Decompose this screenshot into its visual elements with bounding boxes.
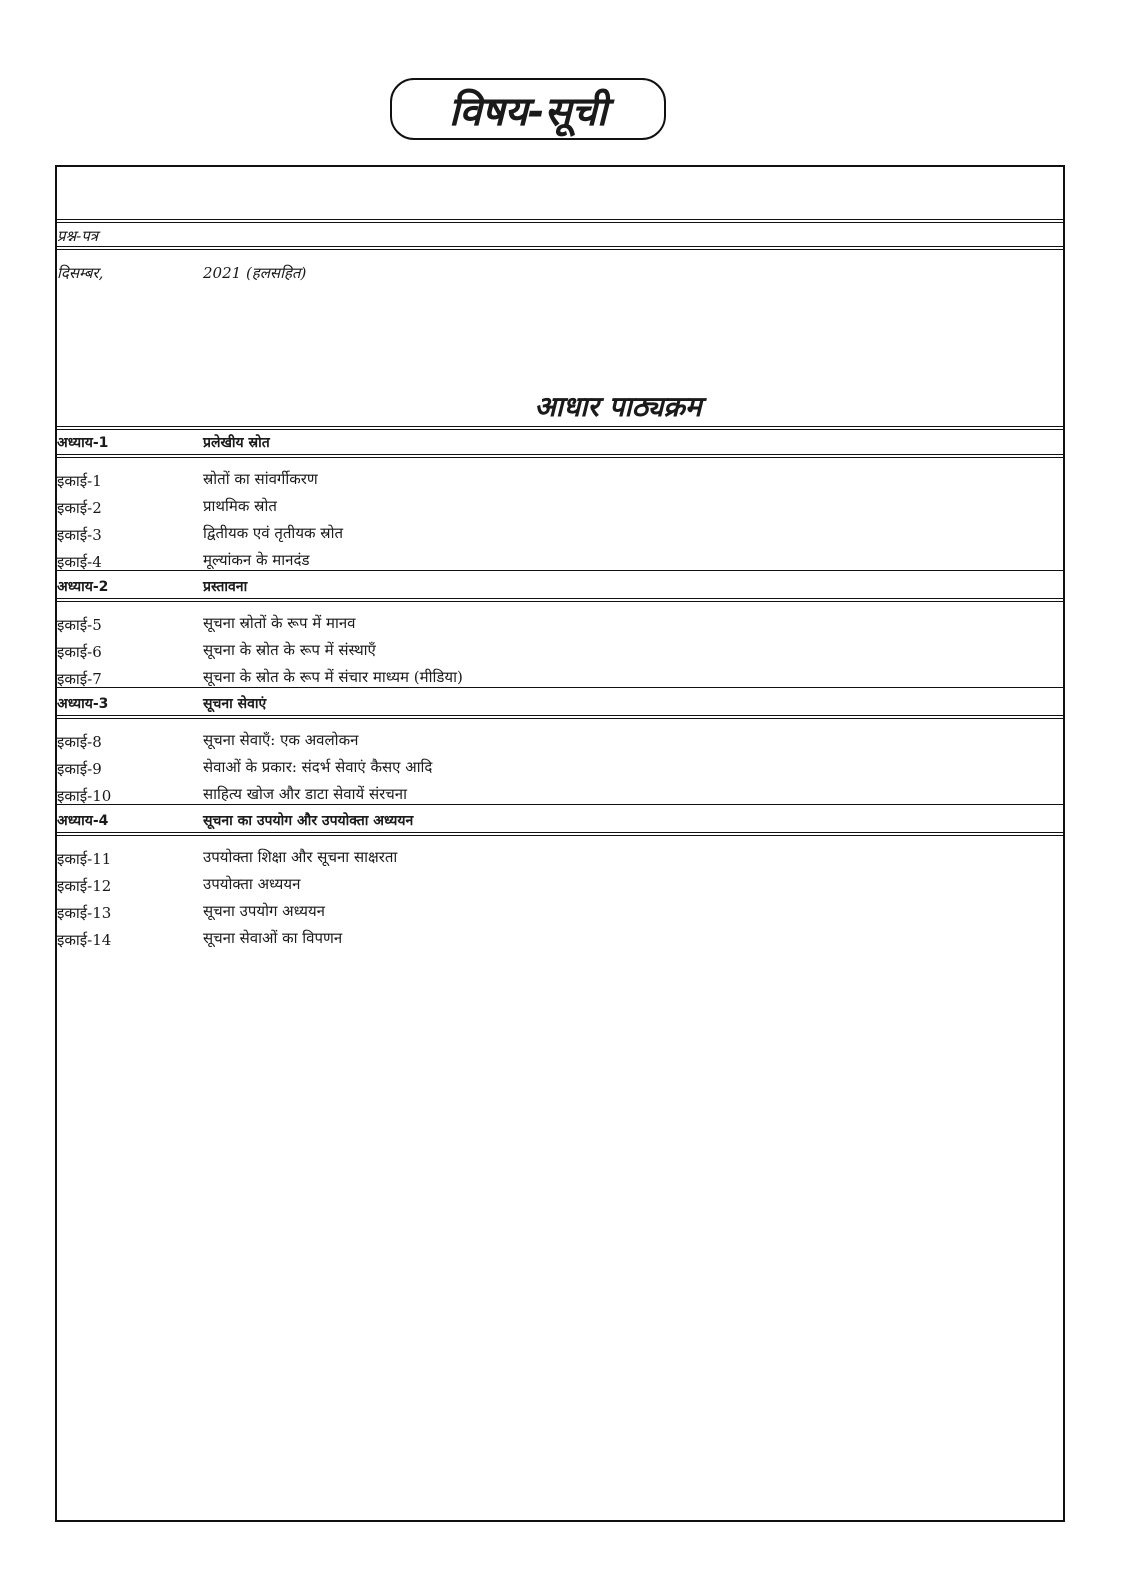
unit-title: सूचना के स्रोत के रूप में संचार माध्यम (मीडिया) <box>203 668 463 686</box>
unit-label: इकाई-9 <box>57 760 102 778</box>
unit-title: उपयोक्ता शिक्षा और सूचना साक्षरता <box>203 848 398 866</box>
unit-label: इकाई-6 <box>57 643 102 661</box>
unit-title: उपयोक्ता अध्ययन <box>203 875 301 893</box>
unit-label: इकाई-4 <box>57 553 102 571</box>
unit-label: इकाई-13 <box>57 904 112 922</box>
chapter-title: सूचना सेवाएं <box>203 696 267 712</box>
unit-title: द्वितीयक एवं तृतीयक स्रोत <box>203 524 344 542</box>
question-paper-label: प्रश्न-पत्र <box>57 227 99 245</box>
unit-title: सूचना सेवाएँ: एक अवलोकन <box>203 731 359 749</box>
unit-title: सूचना स्रोतों के रूप में मानव <box>203 614 356 632</box>
contents-frame <box>55 165 1065 1522</box>
unit-label: इकाई-8 <box>57 733 102 751</box>
unit-label: इकाई-10 <box>57 787 112 805</box>
unit-label: इकाई-7 <box>57 670 102 688</box>
divider <box>57 246 1063 250</box>
unit-label: इकाई-3 <box>57 526 102 544</box>
chapter-title: सूचना का उपयोग और उपयोक्ता अध्ययन <box>203 813 414 829</box>
divider <box>57 715 1063 719</box>
unit-title: सूचना के स्रोत के रूप में संस्थाएँ <box>203 641 376 659</box>
divider <box>57 804 1063 805</box>
chapter-title: प्रलेखीय स्रोत <box>203 435 270 451</box>
unit-title: सेवाओं के प्रकार: संदर्भ सेवाएं कैसए आदि <box>203 758 433 776</box>
unit-title: मूल्यांकन के मानदंड <box>203 551 310 569</box>
question-paper-year: 2021 (हलसहित) <box>203 264 307 282</box>
question-paper-month: दिसम्बर, <box>57 264 104 282</box>
divider <box>57 687 1063 688</box>
unit-title: सूचना सेवाओं का विपणन <box>203 929 343 947</box>
unit-title: स्रोतों का सांवर्गीकरण <box>203 470 318 488</box>
chapter-label: अध्याय-4 <box>57 813 109 829</box>
divider <box>57 598 1063 602</box>
divider <box>57 219 1063 223</box>
unit-label: इकाई-2 <box>57 499 102 517</box>
section-heading: आधार पाठ्यक्रम <box>534 390 702 423</box>
unit-label: इकाई-12 <box>57 877 112 895</box>
chapter-label: अध्याय-1 <box>57 435 109 451</box>
divider <box>57 426 1063 430</box>
unit-title: प्राथमिक स्रोत <box>203 497 277 515</box>
unit-title: सूचना उपयोग अध्ययन <box>203 902 326 920</box>
page-title: विषय-सूची <box>390 78 666 140</box>
divider <box>57 832 1063 836</box>
unit-label: इकाई-1 <box>57 472 102 490</box>
chapter-title: प्रस्तावना <box>203 579 248 595</box>
unit-label: इकाई-14 <box>57 931 112 949</box>
unit-label: इकाई-5 <box>57 616 102 634</box>
chapter-label: अध्याय-2 <box>57 579 109 595</box>
chapter-label: अध्याय-3 <box>57 696 109 712</box>
divider <box>57 570 1063 571</box>
divider <box>57 454 1063 458</box>
unit-label: इकाई-11 <box>57 850 112 868</box>
unit-title: साहित्य खोज और डाटा सेवायें संरचना <box>203 785 407 803</box>
